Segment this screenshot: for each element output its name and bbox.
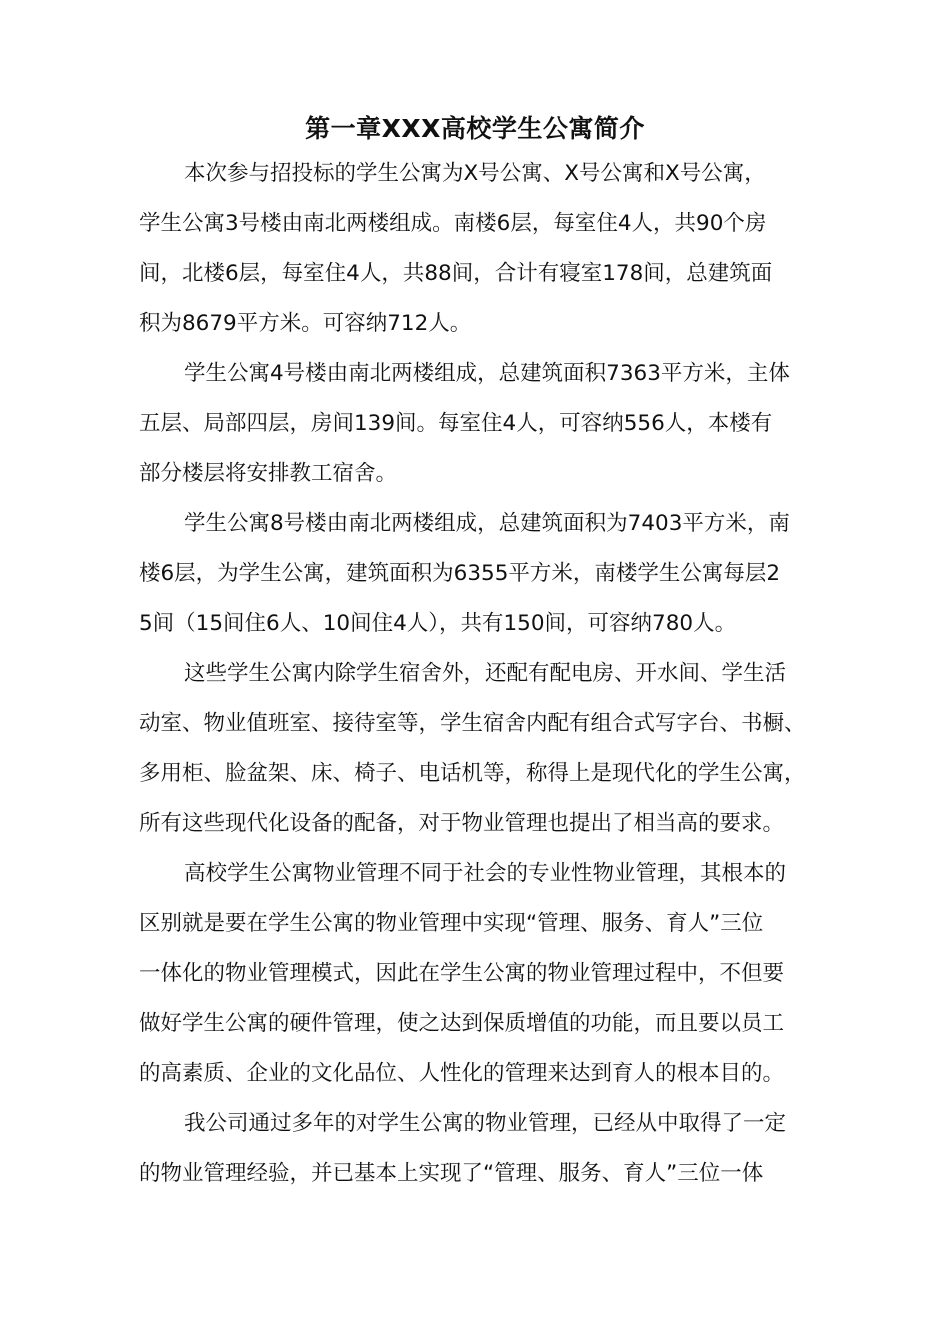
paragraph-3-line-1: 学生公寓8号楼由南北两楼组成，总建筑面积为7403平方米，南: [184, 511, 790, 536]
paragraph-1-line-2: 学生公寓3号楼由南北两楼组成。南楼6层，每室住4人，共90个房: [139, 211, 767, 236]
paragraph-3-line-3: 5间（15间住6人、10间住4人），共有150间，可容纳780人。: [139, 611, 737, 636]
paragraph-6-line-1: 我公司通过多年的对学生公寓的物业管理，已经从中取得了一定: [184, 1111, 787, 1136]
paragraph-2-line-1: 学生公寓4号楼由南北两楼组成，总建筑面积7363平方米，主体: [184, 361, 790, 386]
paragraph-5-line-1: 高校学生公寓物业管理不同于社会的专业性物业管理，其根本的: [184, 861, 787, 886]
paragraph-4-line-4: 所有这些现代化设备的配备，对于物业管理也提出了相当高的要求。: [139, 811, 785, 836]
paragraph-5-line-5: 的高素质、企业的文化品位、人性化的管理来达到育人的根本目的。: [139, 1061, 785, 1086]
paragraph-6-line-2: 的物业管理经验，并已基本上实现了“管理、服务、育人”三位一体: [139, 1161, 764, 1186]
paragraph-3-line-2: 楼6层，为学生公寓，建筑面积为6355平方米，南楼学生公寓每层2: [139, 561, 781, 586]
paragraph-4-line-1: 这些学生公寓内除学生宿舍外，还配有配电房、开水间、学生活: [184, 661, 787, 686]
paragraph-4-line-3: 多用柜、脸盆架、床、椅子、电话机等，称得上是现代化的学生公寓，: [139, 761, 806, 786]
paragraph-1-line-3: 间，北楼6层，每室住4人，共88间，合计有寝室178间，总建筑面: [139, 261, 773, 286]
paragraph-2-line-2: 五层、局部四层，房间139间。每室住4人，可容纳556人，本楼有: [139, 411, 773, 436]
paragraph-5-line-2: 区别就是要在学生公寓的物业管理中实现“管理、服务、育人”三位: [139, 911, 764, 936]
paragraph-1-line-1: 本次参与招投标的学生公寓为X号公寓、X号公寓和X号公寓，: [184, 161, 766, 186]
paragraph-4-line-2: 动室、物业值班室、接待室等，学生宿舍内配有组合式写字台、书橱、: [139, 711, 806, 736]
paragraph-5-line-4: 做好学生公寓的硬件管理，使之达到保质增值的功能，而且要以员工: [139, 1011, 785, 1036]
document-title: 第一章XXX高校学生公寓简介: [305, 114, 645, 143]
paragraph-5-line-3: 一体化的物业管理模式，因此在学生公寓的物业管理过程中，不但要: [139, 961, 785, 986]
paragraph-2-line-3: 部分楼层将安排教工宿舍。: [139, 461, 398, 486]
paragraph-1-line-4: 积为8679平方米。可容纳712人。: [139, 311, 472, 336]
